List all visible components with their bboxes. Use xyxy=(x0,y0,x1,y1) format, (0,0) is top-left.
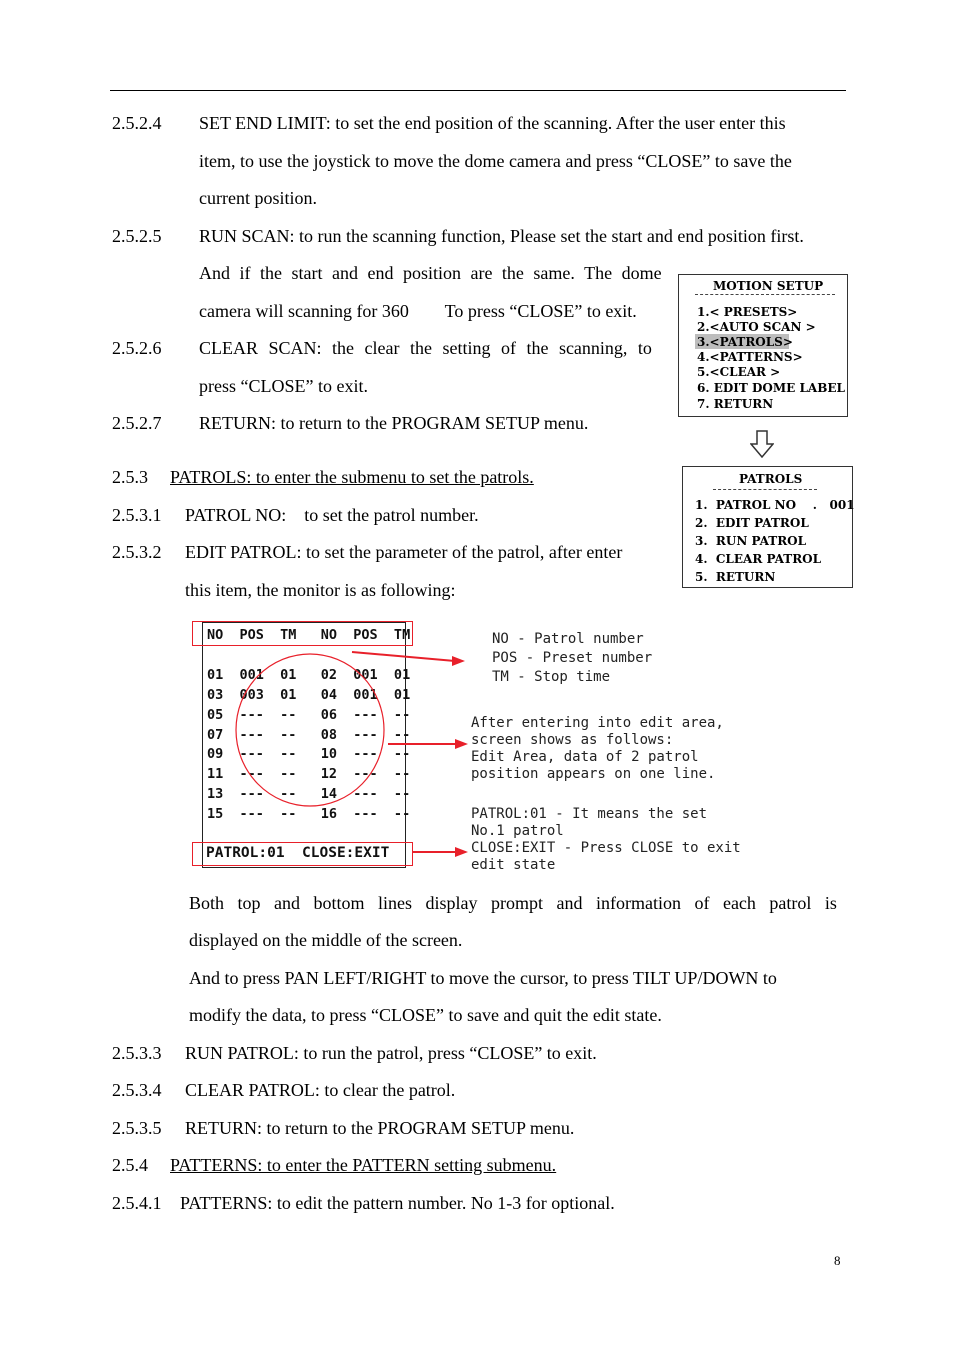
edit-area-note: Edit Area, data of 2 patrol xyxy=(471,749,699,765)
menu-item: 1.< PRESETS> xyxy=(697,305,798,319)
section-heading-link: PATROLS: to enter the submenu to set the patrols. xyxy=(170,467,534,487)
section-number: 2.5.3 xyxy=(112,467,148,487)
section-number: 2.5.2.4 xyxy=(112,113,162,133)
paragraph-line: item, to use the joystick to move the dome camera and press “CLOSE” to save the xyxy=(199,151,792,171)
section-heading-link: PATTERNS: to enter the PATTERN setting submenu. xyxy=(170,1155,557,1175)
section-number: 2.5.2.7 xyxy=(112,413,162,433)
paragraph-line: RETURN: to return to the PROGRAM SETUP menu. xyxy=(199,413,589,433)
osd-row: 03 003 01 04 001 01 xyxy=(207,687,411,703)
section-number: 2.5.3.4 xyxy=(112,1080,162,1100)
paragraph-line: EDIT PATROL: to set the parameter of the patrol, after enter xyxy=(185,542,623,562)
patrol-info-note: CLOSE:EXIT - Press CLOSE to exit xyxy=(471,840,741,856)
paragraph-line: PATROL NO: to set the patrol number. xyxy=(185,505,479,525)
paragraph-line: PATTERNS: to edit the pattern number. No 1-3 for optional. xyxy=(180,1193,615,1213)
osd-row: 13 --- -- 14 --- -- xyxy=(207,786,411,802)
menu-item: 3. RUN PATROL xyxy=(695,534,807,548)
edit-area-note: After entering into edit area, xyxy=(471,715,724,731)
menu-item-selected: 3.<PATROLS> xyxy=(697,335,793,349)
paragraph-line: Both top and bottom lines display prompt and information of each patrol is xyxy=(189,893,837,913)
arrow-head xyxy=(455,847,468,857)
menu-item: 5.<CLEAR > xyxy=(697,365,781,379)
paragraph-line: displayed on the middle of the screen. xyxy=(189,930,463,950)
menu-item: 1. PATROL NO . 001 xyxy=(695,498,855,512)
osd-row: 09 --- -- 10 --- -- xyxy=(207,746,411,762)
arrow-head xyxy=(455,739,468,749)
section-number: 2.5.2.5 xyxy=(112,226,162,246)
edit-area-note: screen shows as follows: xyxy=(471,732,674,748)
arrow-line xyxy=(352,652,455,661)
menu-title: MOTION SETUP xyxy=(713,279,824,293)
menu-item: 4.<PATTERNS> xyxy=(697,350,803,364)
paragraph-line: current position. xyxy=(199,188,317,208)
legend-note: NO - Patrol number xyxy=(492,631,644,647)
menu-title: PATROLS xyxy=(739,472,803,486)
edit-area-note: position appears on one line. xyxy=(471,766,716,782)
paragraph-line: camera will scanning for 360 To press “CLOSE” to exit. xyxy=(199,301,637,321)
paragraph-line: modify the data, to press “CLOSE” to save and quit the edit state. xyxy=(189,1005,662,1025)
section-number: 2.5.3.1 xyxy=(112,505,162,525)
patrol-info-note: edit state xyxy=(471,857,556,873)
osd-row: 05 --- -- 06 --- -- xyxy=(207,707,411,723)
paragraph-line: RETURN: to return to the PROGRAM SETUP menu. xyxy=(185,1118,575,1138)
osd-row: 11 --- -- 12 --- -- xyxy=(207,766,411,782)
arrow-head xyxy=(452,656,465,666)
patrol-info-note: No.1 patrol xyxy=(471,823,564,839)
paragraph-line: And to press PAN LEFT/RIGHT to move the cursor, to press TILT UP/DOWN to xyxy=(189,968,777,988)
section-number: 2.5.4 xyxy=(112,1155,148,1175)
menu-item: 4. CLEAR PATROL xyxy=(695,552,822,566)
edit-area-circle xyxy=(236,654,384,806)
paragraph-line: And if the start and end position are the same. The dome xyxy=(199,263,662,283)
paragraph-line: RUN PATROL: to run the patrol, press “CLOSE” to exit. xyxy=(185,1043,597,1063)
paragraph-line: CLEAR SCAN: the clear the setting of the scanning, to xyxy=(199,338,652,358)
osd-row: 15 --- -- 16 --- -- xyxy=(207,806,411,822)
menu-item: 5. RETURN xyxy=(695,570,776,584)
section-number: 2.5.3.2 xyxy=(112,542,162,562)
osd-row: 07 --- -- 08 --- -- xyxy=(207,727,411,743)
patrol-info-note: PATROL:01 - It means the set xyxy=(471,806,708,822)
menu-item: 6. EDIT DOME LABEL xyxy=(697,381,845,395)
section-number: 2.5.2.6 xyxy=(112,338,162,358)
legend-note: TM - Stop time xyxy=(492,669,611,685)
paragraph-line: SET END LIMIT: to set the end position of the scanning. After the user enter this xyxy=(199,113,786,133)
section-number: 2.5.4.1 xyxy=(112,1193,162,1213)
page-number: 8 xyxy=(834,1253,841,1268)
section-number: 2.5.3.3 xyxy=(112,1043,162,1063)
legend-note: POS - Preset number xyxy=(492,650,653,666)
section-number: 2.5.3.5 xyxy=(112,1118,162,1138)
osd-header: NO POS TM NO POS TM xyxy=(207,627,411,643)
paragraph-line: RUN SCAN: to run the scanning function, Please set the start and end position first. xyxy=(199,226,804,246)
paragraph-line: CLEAR PATROL: to clear the patrol. xyxy=(185,1080,456,1100)
menu-item: 7. RETURN xyxy=(697,397,774,411)
menu-item: 2. EDIT PATROL xyxy=(695,516,809,530)
paragraph-line: this item, the monitor is as following: xyxy=(185,580,456,600)
paragraph-line: press “CLOSE” to exit. xyxy=(199,376,368,396)
osd-row: 01 001 01 02 001 01 xyxy=(207,667,411,683)
menu-item: 2.<AUTO SCAN > xyxy=(697,320,816,334)
osd-footer: PATROL:01 CLOSE:EXIT xyxy=(206,845,390,861)
